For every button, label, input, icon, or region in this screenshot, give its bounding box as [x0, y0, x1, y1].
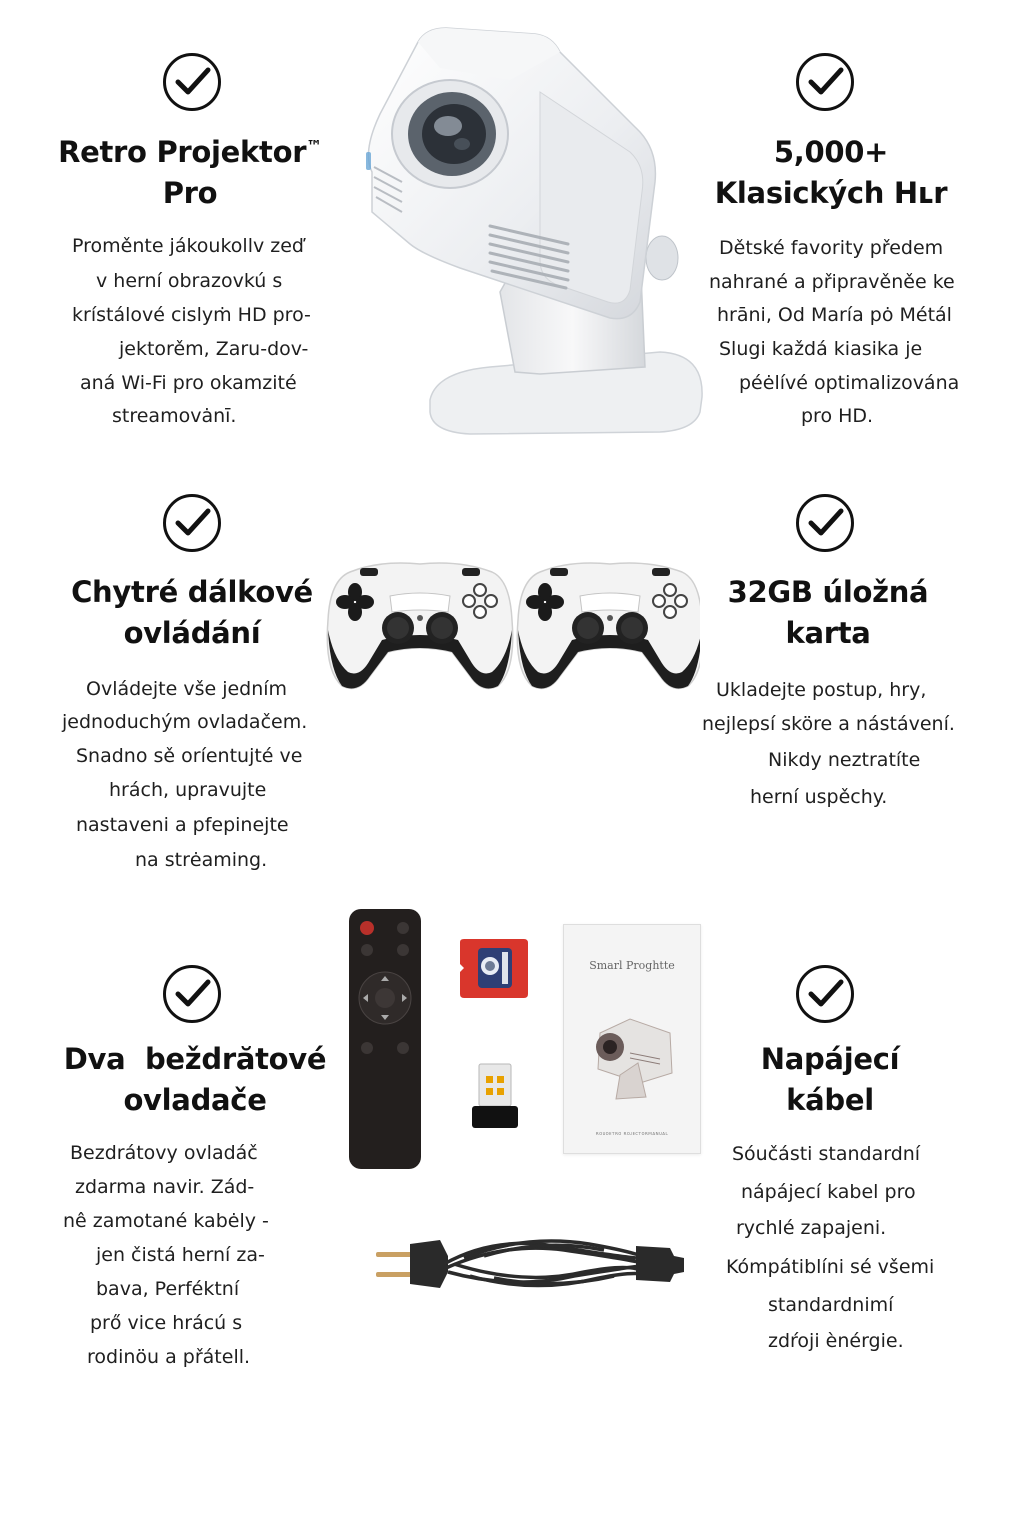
trademark-symbol: ™	[306, 136, 322, 156]
check-circle-icon	[796, 53, 854, 111]
feature-title-projector: Retro Projektor™ Pro	[58, 135, 322, 210]
feature-title-remote: Chytré dálkové ovládání	[71, 575, 313, 650]
check-circle-icon	[796, 494, 854, 552]
power-cable-image	[374, 1228, 686, 1296]
usb-dongle-image	[470, 1062, 520, 1130]
manual-cover-title: Smarl Proghtte	[589, 959, 675, 972]
check-circle-icon	[163, 494, 221, 552]
check-circle-icon	[163, 53, 221, 111]
sd-card-image	[458, 938, 530, 1000]
check-circle-icon	[796, 965, 854, 1023]
feature-title-power: Napájecí kábel	[760, 1042, 900, 1117]
feature-title-storage: 32GB úložná karta	[727, 575, 929, 650]
projector-image	[340, 22, 712, 442]
feature-title-games: 5,000+ Klasických Hʟr	[714, 135, 948, 210]
manual-projector-picture	[580, 1013, 684, 1103]
check-circle-icon	[163, 965, 221, 1023]
gamepad-image	[320, 560, 700, 700]
manual-image	[563, 924, 701, 1154]
manual-cover-footer: ʀᴏᴜᴏᴇᴛʀᴏ ʀᴏᴊᴇᴄᴛᴏʀᴍᴀɴᴜᴀʟ	[595, 1131, 669, 1137]
remote-image	[348, 908, 422, 1170]
feature-title-controllers: Dva beždrătové ovladače	[63, 1042, 327, 1117]
